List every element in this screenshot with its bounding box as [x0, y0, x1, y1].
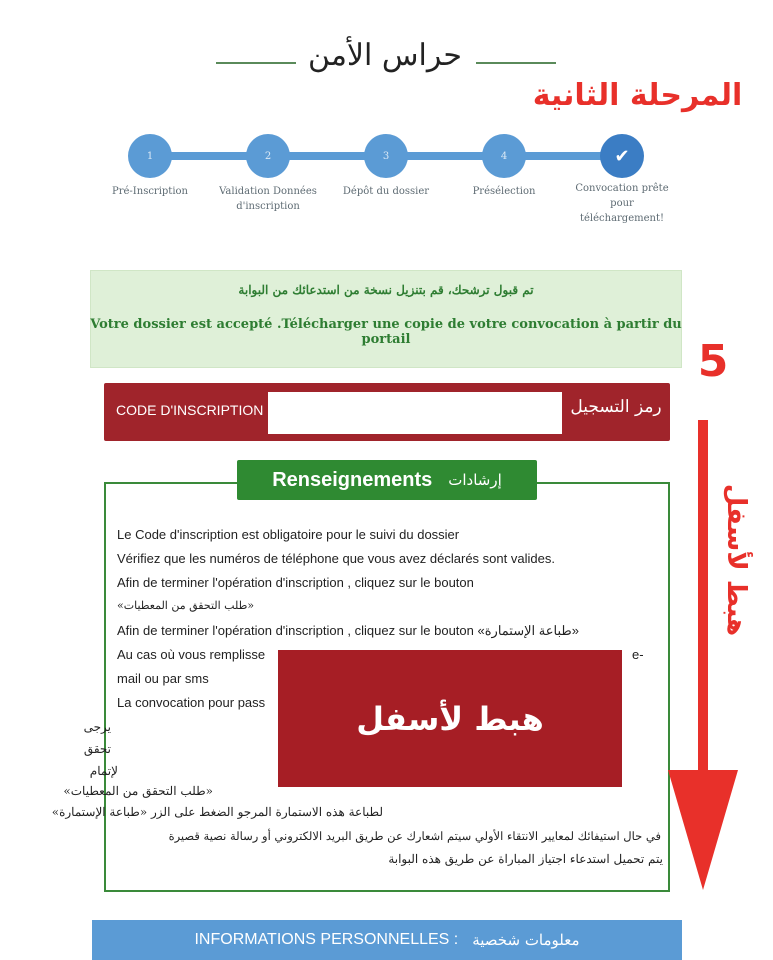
personal-info-section-header[interactable]	[92, 920, 682, 960]
instruction-line: Afin de terminer l'opération d'inscription , cliquez sur le bouton	[117, 575, 474, 590]
step-5-circle	[600, 134, 644, 178]
step-4-number: 4	[500, 150, 508, 162]
annotation-step-number: 5	[697, 336, 729, 387]
instructions-header-ar: إرشادات	[448, 471, 502, 489]
instruction-line-ar: لطباعة هذه الاستمارة المرجو الضغط على الزر «طباعة الإستمارة»	[51, 805, 383, 819]
step-1-number: 1	[146, 150, 154, 162]
instruction-line-ar: في حال استيفائك لمعايير الانتقاء الأولي سيتم اشعارك عن طريق البريد الالكتروني أو رسالة نصية قصيرة	[168, 829, 661, 843]
step-2-label: Validation Données d'inscription	[219, 186, 317, 212]
step-4-label: Présélection	[472, 186, 536, 197]
instruction-line: e-	[632, 647, 644, 662]
step-1-circle	[128, 134, 172, 178]
down-arrow-icon	[668, 410, 768, 900]
instruction-line: Le Code d'inscription est obligatoire pour le suivi du dossier	[117, 527, 460, 542]
annotation-scroll-text: هبط لأسفل	[721, 483, 751, 637]
instruction-line-ar: يرجى	[83, 720, 111, 734]
step-4-circle	[482, 134, 526, 178]
instruction-line: «طلب التحقق من المعطيات»	[117, 599, 255, 612]
instruction-line: mail ou par sms	[117, 671, 209, 686]
title-divider-left	[216, 62, 296, 64]
step-3-circle	[364, 134, 408, 178]
scroll-down-overlay	[278, 650, 622, 787]
registration-code-input[interactable]	[268, 392, 562, 434]
personal-info-label-fr: INFORMATIONS PERSONNELLES :	[194, 931, 459, 948]
scroll-down-overlay-text: هبط لأسفل	[356, 699, 544, 738]
step-1-label: Pré-Inscription	[112, 186, 188, 197]
instructions-header-fr: Renseignements	[272, 468, 433, 491]
instructions-header	[237, 460, 537, 500]
instruction-line-ar: تحقق	[83, 742, 111, 756]
instruction-line: Afin de terminer l'opération d'inscription , cliquez sur le bouton «طباعة الإستمارة»	[117, 623, 579, 638]
registration-code-label-ar: رمز التسجيل	[570, 397, 662, 417]
step-3-label: Dépôt du dossier	[342, 186, 430, 197]
page-title: حراس الأمن	[308, 38, 462, 73]
registration-code-label-fr: CODE D'INSCRIPTION	[116, 402, 264, 418]
title-divider-right	[476, 62, 556, 64]
success-alert-arabic: تم قبول ترشحك، قم بتنزيل نسخة من استدعائك من البوابة	[238, 283, 534, 297]
personal-info-label-ar: معلومات شخصية	[472, 931, 580, 949]
stage-label: المرحلة الثانية	[532, 78, 743, 113]
instruction-line-ar: لإتمام	[89, 764, 118, 778]
success-alert-french: Votre dossier est accepté .Télécharger une copie de votre convocation à partir du portail	[90, 317, 682, 347]
instruction-line: La convocation pour pass	[117, 695, 266, 710]
instruction-line-ar: يتم تحميل استدعاء اجتياز المباراة عن طريق هذه البوابة	[388, 852, 663, 866]
instruction-line: Vérifiez que les numéros de téléphone que vous avez déclarés sont valides.	[117, 551, 555, 566]
checkmark-icon: ✔	[614, 145, 630, 167]
step-3-number: 3	[382, 150, 390, 162]
step-5-label: Convocation prête pour téléchargement!	[575, 183, 669, 224]
step-2-number: 2	[264, 150, 272, 162]
instruction-line: Au cas où vous remplisse	[117, 647, 266, 662]
step-2-circle	[246, 134, 290, 178]
instruction-line-ar: «طلب التحقق من المعطيات»	[63, 784, 213, 798]
